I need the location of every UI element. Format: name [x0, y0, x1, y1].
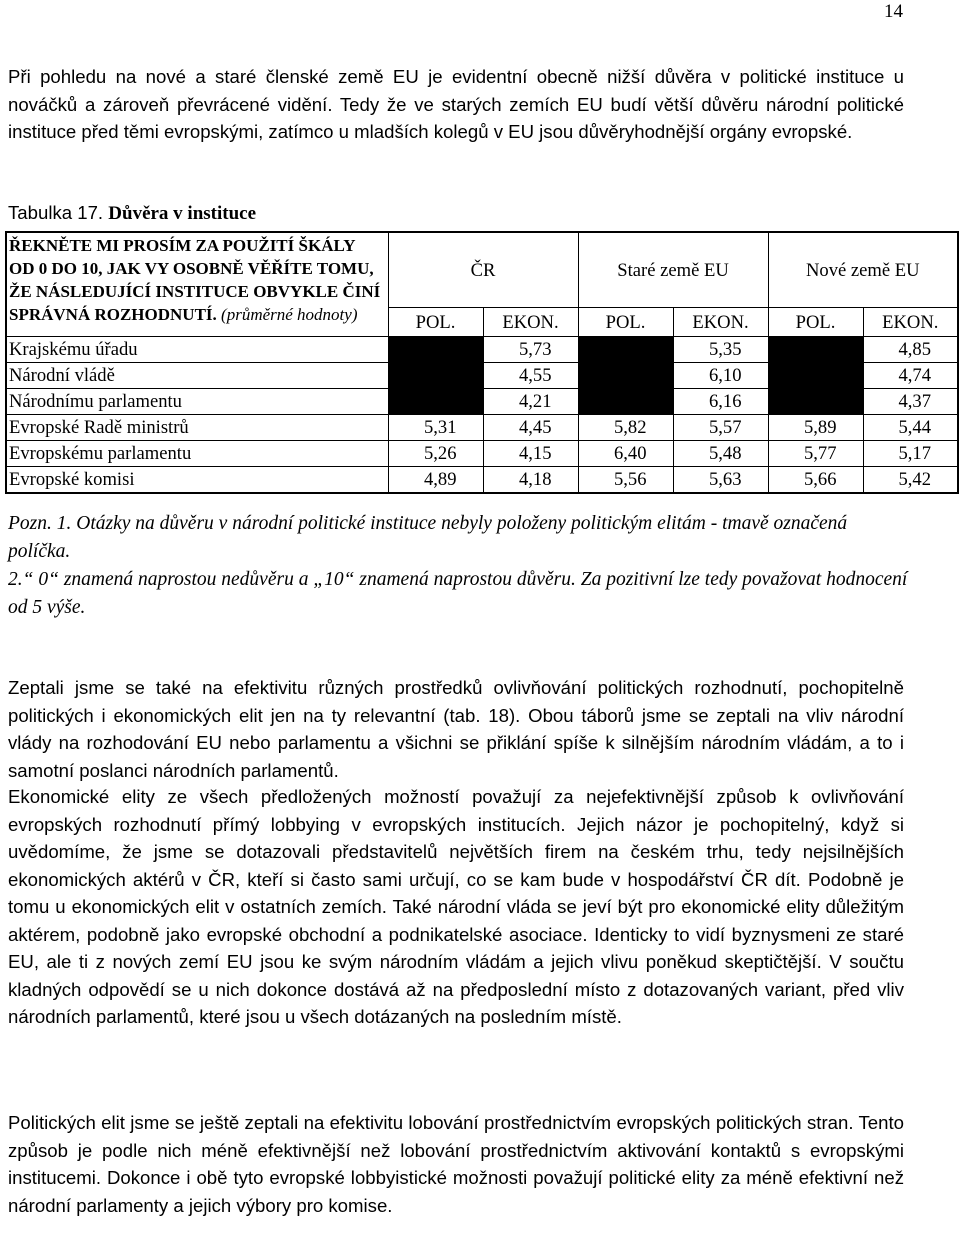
table-row	[6, 363, 958, 389]
value-cell: 5,89	[768, 415, 863, 441]
intro-paragraph: Při pohledu na nové a staré členské země EU je evidentní obecně nižší důvěra v politické instituce u nováčků a zároveň převrácené vidění. Tedy že ve starých zemích EU budí větší důvěru národní politické instituce před těmi evropskými, zatímco u mladších kolegů v EU jsou důvěryhodnější orgány evropské.	[8, 66, 904, 142]
table-row	[6, 337, 958, 363]
paragraph-3: Politických elit jsme se ještě zeptali na efektivitu lobování prostřednictvím evropských politických stran. Tento způsob je podle nich méně efektivnější než lobování prostřednictvím aktivování kontaktů s evropskými institucemi. Dokonce i obě tyto evropské lobbyistické možnosti považují politické elity za méně efektivní než národní parlamenty a jejich výbory pro komise.	[8, 1112, 904, 1216]
table-caption-prefix: Tabulka 17.	[8, 202, 104, 223]
value-cell: 5,77	[768, 441, 863, 467]
page-number: 14	[884, 1, 903, 22]
row-label: Evropskému parlamentu	[6, 441, 388, 467]
value-cell: 4,37	[863, 389, 958, 415]
subheader-pol: POL.	[388, 308, 483, 337]
value-cell: 4,55	[483, 363, 578, 389]
value-cell: 5,17	[863, 441, 958, 467]
subheader-ekon: EKON.	[863, 308, 958, 337]
value-cell: 4,45	[483, 415, 578, 441]
shaded-cell	[768, 363, 863, 389]
value-cell: 5,56	[578, 467, 673, 494]
shaded-cell	[768, 389, 863, 415]
table-caption	[8, 199, 256, 227]
value-cell: 4,85	[863, 337, 958, 363]
table-row	[6, 389, 958, 415]
value-cell: 6,16	[673, 389, 768, 415]
value-cell: 5,26	[388, 441, 483, 467]
value-cell: 4,74	[863, 363, 958, 389]
value-cell: 4,89	[388, 467, 483, 494]
shaded-cell	[768, 337, 863, 363]
value-cell: 5,42	[863, 467, 958, 494]
group-header-old-eu: Staré země EU	[578, 232, 768, 308]
table-notes	[8, 510, 908, 622]
trust-table	[5, 231, 959, 494]
value-cell: 5,82	[578, 415, 673, 441]
row-label: Národní vládě	[6, 363, 388, 389]
group-header-cr: ČR	[388, 232, 578, 308]
shaded-cell	[578, 337, 673, 363]
value-cell: 4,18	[483, 467, 578, 494]
row-label: Krajskému úřadu	[6, 337, 388, 363]
paragraph-1: Zeptali jsme se také na efektivitu různých prostředků ovlivňování politických rozhodnutí, pochopitelně politických i ekonomických elit jen na ty relevantní (tab. 18). Obou táborů jsme se zeptali na vliv národní vlády na rozhodování EU nebo parlamentu a všichni se přiklání spíše k silnějším národním vládám, a to i samotní poslanci národních parlamentů.	[8, 677, 904, 781]
table-body	[6, 337, 958, 494]
table-note-2: 2.“ 0“ znamená naprostou nedůvěru a „10“ znamená naprostou důvěru. Za pozitivní lze tedy považovat hodnocení od 5 výše.	[8, 569, 908, 618]
value-cell: 4,21	[483, 389, 578, 415]
shaded-cell	[578, 363, 673, 389]
value-cell: 5,66	[768, 467, 863, 494]
value-cell: 5,31	[388, 415, 483, 441]
shaded-cell	[388, 389, 483, 415]
value-cell: 5,73	[483, 337, 578, 363]
group-header-new-eu: Nové země EU	[768, 232, 958, 308]
subheader-pol: POL.	[768, 308, 863, 337]
value-cell: 5,48	[673, 441, 768, 467]
shaded-cell	[578, 389, 673, 415]
shaded-cell	[388, 363, 483, 389]
subheader-ekon: EKON.	[483, 308, 578, 337]
question-note: (průměrné hodnoty)	[221, 305, 358, 324]
value-cell: 6,40	[578, 441, 673, 467]
value-cell: 5,44	[863, 415, 958, 441]
row-label: Evropské Radě ministrů	[6, 415, 388, 441]
table-row	[6, 467, 958, 494]
value-cell: 5,35	[673, 337, 768, 363]
value-cell: 6,10	[673, 363, 768, 389]
value-cell: 5,63	[673, 467, 768, 494]
value-cell: 4,15	[483, 441, 578, 467]
row-label: Evropské komisi	[6, 467, 388, 494]
shaded-cell	[388, 337, 483, 363]
question-label: ŘEKNĚTE MI PROSÍM ZA POUŽITÍ ŠKÁLY OD 0 DO 10, JAK VY OSOBNĚ VĚŘÍTE TOMU, ŽE NÁSLEDUJÍCÍ INSTITUCE OBVYKLE ČINÍ SPRÁVNÁ ROZHODNUTÍ.	[9, 236, 381, 324]
subheader-pol: POL.	[578, 308, 673, 337]
table-caption-title: Důvěra v instituce	[108, 203, 257, 224]
row-label: Národnímu parlamentu	[6, 389, 388, 415]
value-cell: 5,57	[673, 415, 768, 441]
question-header	[6, 232, 388, 337]
table-row	[6, 415, 958, 441]
paragraph-2: Ekonomické elity ze všech předložených možností považují za nejefektivnější způsob k ovlivňování evropských rozhodnutí přímý lobbying v evropských institucích. Jejich názor je pochopitelný, když si uvědomíme, že jsme se dotazovali představitelů největších firem na českém trhu, tedy nejsilnějších ekonomických aktérů v ČR, kteří si často sami určují, co se kam bude v hospodářství ČR dít. Podobně je tomu u ekonomických elit v ostatních zemích. Také národní vláda se jeví být pro ekonomické elity důležitým aktérem, podobně jako evropské obchodní a podnikatelské asociace. Identicky to vidí byznysmeni ze staré EU, ale ti z nových zemí EU jsou ke svým národním vládám a jejich vlivu poněkud skeptičtější. V součtu kladných odpovědí se u nich dokonce dostává až na předposlední místo z dotazovaných variant, před vliv národních parlamentů, které jsou u všech dotázaných na posledním místě.	[8, 786, 904, 1027]
subheader-ekon: EKON.	[673, 308, 768, 337]
table-note-1: Pozn. 1. Otázky na důvěru v národní politické instituce nebyly položeny politickým elitám - tmavě označená políčka.	[8, 513, 848, 562]
table-row	[6, 441, 958, 467]
